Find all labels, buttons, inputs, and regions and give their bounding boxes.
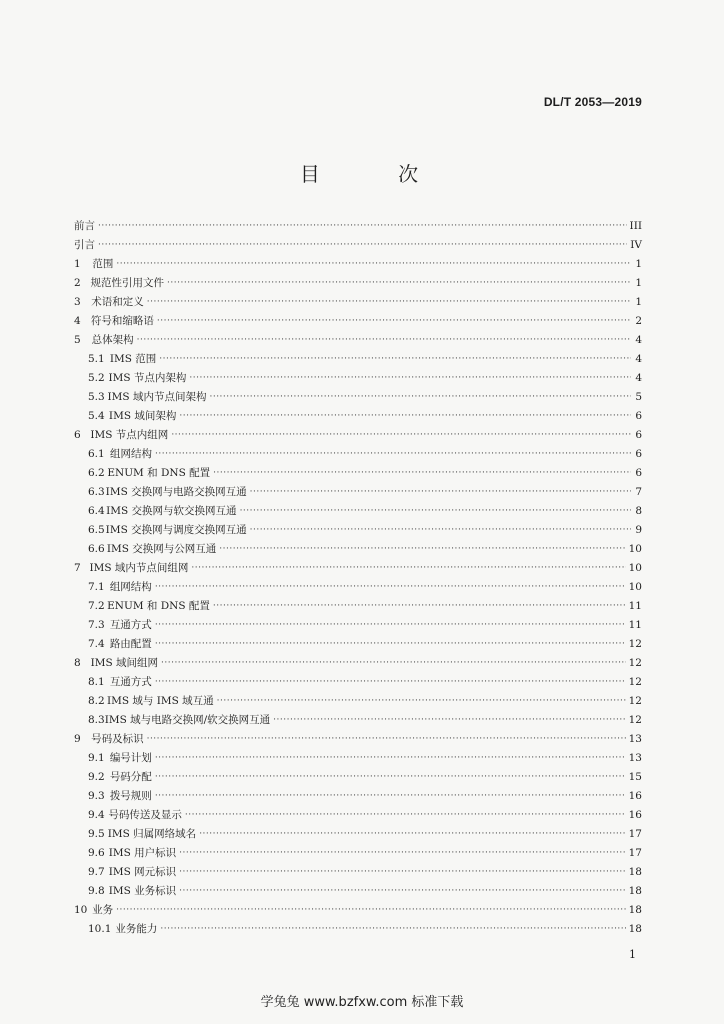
- toc-entry-page: 12: [628, 695, 642, 707]
- toc-entry[interactable]: [74, 616, 642, 635]
- toc-entry-number: 3: [74, 296, 81, 308]
- toc-entry[interactable]: [74, 464, 642, 483]
- toc-entry[interactable]: [74, 901, 642, 920]
- toc-entry-label: 互通方式: [109, 676, 152, 688]
- toc-entry-number: 5.1: [88, 353, 105, 365]
- toc-entry-page: 6: [635, 410, 642, 422]
- toc-entry-label: 范围: [92, 258, 114, 270]
- toc-entry-label: IMS 网元标识: [108, 866, 177, 878]
- toc-entry[interactable]: [74, 217, 642, 236]
- toc-entry-number: 5: [74, 334, 81, 346]
- toc-entry-page: 6: [635, 429, 642, 441]
- toc-entry-page: 1: [635, 258, 642, 270]
- toc-entry[interactable]: [74, 483, 642, 502]
- toc-entry-page: 6: [635, 467, 642, 479]
- toc-entry[interactable]: [74, 597, 642, 616]
- toc-entry-page: 16: [628, 809, 642, 821]
- toc-entry-page: 13: [628, 733, 642, 745]
- toc-leader-dots: [250, 521, 631, 540]
- toc-entry[interactable]: [74, 863, 642, 882]
- toc-entry-page: 2: [635, 315, 642, 327]
- toc-leader-dots: [98, 217, 627, 236]
- toc-entry[interactable]: [74, 920, 642, 939]
- toc-entry-page: 4: [635, 372, 642, 384]
- toc-entry-page: 5: [635, 391, 642, 403]
- toc-entry-label: 符号和缩略语: [90, 315, 154, 327]
- toc-entry-label: 号码及标识: [91, 733, 144, 745]
- toc-entry-label: IMS 域内节点间架构: [107, 391, 207, 403]
- toc-leader-dots: [185, 806, 626, 825]
- toc-entry[interactable]: [74, 236, 642, 255]
- toc-leader-dots: [160, 920, 625, 939]
- toc-entry-label: IMS 节点内架构: [108, 372, 187, 384]
- toc-leader-dots: [213, 597, 626, 616]
- toc-entry[interactable]: [74, 426, 642, 445]
- toc-entry-number: 8.3: [88, 714, 105, 726]
- toc-entry-label: 路由配置: [109, 638, 152, 650]
- toc-leader-dots: [167, 274, 631, 293]
- toc-leader-dots: [155, 787, 626, 806]
- toc-entry-number: 9.7: [88, 866, 105, 878]
- toc-entry-label: 组网结构: [110, 448, 153, 460]
- toc-entry-page: 7: [635, 486, 642, 498]
- toc-entry-number: 1: [74, 258, 81, 270]
- toc-leader-dots: [179, 407, 631, 426]
- toc-entry[interactable]: [74, 274, 642, 293]
- toc-entry-page: 10: [628, 562, 642, 574]
- toc-entry-number: 9.5: [88, 828, 105, 840]
- toc-entry[interactable]: [74, 730, 642, 749]
- toc-leader-dots: [98, 236, 627, 255]
- toc-entry-number: 7.3: [88, 619, 105, 631]
- toc-entry-page: 10: [628, 543, 642, 555]
- toc-entry-label: 编号计划: [109, 752, 152, 764]
- toc-entry-page: IV: [630, 239, 642, 251]
- toc-entry-label: IMS 域间架构: [108, 410, 177, 422]
- toc-entry-label: IMS 交换网与软交换网互通: [106, 505, 237, 517]
- toc-entry[interactable]: [74, 654, 642, 673]
- toc-entry[interactable]: [74, 445, 642, 464]
- toc-entry-page: 18: [628, 923, 642, 935]
- toc-entry[interactable]: [74, 673, 642, 692]
- toc-entry-page: 18: [628, 904, 642, 916]
- toc-entry-label: IMS 用户标识: [108, 847, 177, 859]
- toc-entry-page: 12: [628, 638, 642, 650]
- toc-leader-dots: [179, 844, 626, 863]
- toc-leader-dots: [179, 863, 626, 882]
- toc-entry-page: 6: [635, 448, 642, 460]
- toc-leader-dots: [137, 331, 631, 350]
- toc-leader-dots: [155, 578, 626, 597]
- toc-entry-label: 总体架构: [91, 334, 134, 346]
- toc-entry[interactable]: [74, 844, 642, 863]
- toc-leader-dots: [147, 730, 626, 749]
- toc-entry-number: 7.4: [88, 638, 105, 650]
- toc-entry-page: 17: [628, 828, 642, 840]
- toc-entry-label: 业务能力: [115, 923, 158, 935]
- toc-entry-page: III: [629, 220, 642, 232]
- toc-entry-number: 8: [74, 657, 81, 669]
- toc-leader-dots: [273, 711, 625, 730]
- toc-entry[interactable]: [74, 369, 642, 388]
- toc-entry[interactable]: [74, 768, 642, 787]
- toc-entry[interactable]: [74, 806, 642, 825]
- toc-entry-number: 9: [74, 733, 81, 745]
- toc-entry-page: 11: [628, 600, 642, 612]
- toc-entry[interactable]: [74, 578, 642, 597]
- toc-entry-number: 6.5: [88, 524, 105, 536]
- toc-leader-dots: [171, 426, 631, 445]
- toc-entry[interactable]: [74, 312, 642, 331]
- toc-entry-label: 拨号规则: [109, 790, 152, 802]
- toc-leader-dots: [155, 768, 626, 787]
- toc-entry[interactable]: [74, 255, 642, 274]
- toc-entry-number: 4: [74, 315, 81, 327]
- toc-entry-number: 6: [74, 429, 81, 441]
- toc-entry-page: 9: [635, 524, 642, 536]
- toc-entry-label: IMS 域与 IMS 域互通: [106, 695, 214, 707]
- page-number: 1: [629, 948, 636, 961]
- toc-entry[interactable]: [74, 711, 642, 730]
- toc-entry-label: 引言: [74, 239, 95, 251]
- toc-entry[interactable]: [74, 635, 642, 654]
- toc-entry-number: 9.1: [88, 752, 105, 764]
- toc-entry[interactable]: [74, 521, 642, 540]
- toc-entry-number: 6.2: [88, 467, 105, 479]
- toc-entry-label: 号码分配: [109, 771, 152, 783]
- document-code: DL/T 2053—2019: [543, 95, 642, 109]
- toc-leader-dots: [155, 445, 631, 464]
- toc-entry-label: 规范性引用文件: [90, 277, 165, 289]
- toc-leader-dots: [116, 255, 631, 274]
- toc-title: 目 次: [299, 162, 455, 186]
- toc-leader-dots: [157, 312, 631, 331]
- toc-entry-number: 8.1: [88, 676, 105, 688]
- toc-entry[interactable]: [74, 882, 642, 901]
- toc-entry-number: 7.2: [88, 600, 105, 612]
- toc-entry[interactable]: [74, 331, 642, 350]
- toc-entry-label: ENUM 和 DNS 配置: [107, 467, 211, 479]
- toc-entry-page: 11: [628, 619, 642, 631]
- toc-entry-number: 10.1: [88, 923, 112, 935]
- download-watermark: 学兔兔 www.bzfxw.com 标准下载: [260, 995, 464, 1010]
- toc-entry-number: 9.2: [88, 771, 105, 783]
- toc-entry-page: 17: [628, 847, 642, 859]
- toc-entry-number: 5.2: [88, 372, 105, 384]
- toc-entry-number: 6.6: [88, 543, 105, 555]
- toc-entry-label: IMS 域内节点间组网: [89, 562, 189, 574]
- toc-entry-page: 13: [628, 752, 642, 764]
- toc-entry-number: 6.1: [88, 448, 105, 460]
- toc-leader-dots: [250, 483, 631, 502]
- toc-entry-page: 1: [635, 277, 642, 289]
- toc-entry-page: 1: [635, 296, 642, 308]
- toc-entry-page: 4: [635, 334, 642, 346]
- toc-entry[interactable]: [74, 407, 642, 426]
- toc-entry[interactable]: [74, 825, 642, 844]
- toc-leader-dots: [161, 654, 626, 673]
- toc-entry-label: IMS 交换网与电路交换网互通: [105, 486, 247, 498]
- toc-entry-label: IMS 交换网与调度交换网互通: [105, 524, 247, 536]
- toc-entry-label: 前言: [74, 220, 95, 232]
- toc-entry-page: 4: [635, 353, 642, 365]
- toc-entry-number: 6.3: [88, 486, 105, 498]
- toc-entry-label: 术语和定义: [91, 296, 144, 308]
- toc-leader-dots: [240, 502, 631, 521]
- toc-entry-label: IMS 域间组网: [90, 657, 158, 669]
- toc-leader-dots: [116, 901, 625, 920]
- toc-leader-dots: [213, 464, 631, 483]
- toc-entry-number: 5.4: [88, 410, 105, 422]
- toc-leader-dots: [189, 369, 631, 388]
- toc-leader-dots: [155, 635, 626, 654]
- toc-entry-page: 18: [628, 866, 642, 878]
- toc-entry-label: IMS 节点内组网: [90, 429, 169, 441]
- toc-entry-number: 7.1: [88, 581, 105, 593]
- toc-entry[interactable]: [74, 540, 642, 559]
- toc-entry[interactable]: [74, 749, 642, 768]
- toc-entry-label: IMS 交换网与公网互通: [106, 543, 217, 555]
- toc-entry-label: IMS 域与电路交换网/软交换网互通: [104, 714, 271, 726]
- toc-entry[interactable]: [74, 502, 642, 521]
- toc-entry-label: 业务: [92, 904, 114, 916]
- toc-entry-page: 12: [628, 714, 642, 726]
- toc-entry-page: 18: [628, 885, 642, 897]
- toc-entry-number: 10: [74, 904, 88, 916]
- toc-entry-label: ENUM 和 DNS 配置: [107, 600, 210, 612]
- toc-leader-dots: [179, 882, 626, 901]
- toc-entry-page: 8: [635, 505, 642, 517]
- toc-entry-page: 16: [628, 790, 642, 802]
- toc-leader-dots: [209, 388, 631, 407]
- toc-leader-dots: [191, 559, 625, 578]
- toc-entry-number: 5.3: [88, 391, 105, 403]
- toc-entry[interactable]: [74, 350, 642, 369]
- toc-entry-page: 10: [628, 581, 642, 593]
- toc-entry-number: 7: [74, 562, 81, 574]
- toc-leader-dots: [217, 692, 626, 711]
- table-of-contents: [74, 217, 642, 939]
- toc-entry-number: 2: [74, 277, 81, 289]
- toc-leader-dots: [155, 749, 626, 768]
- toc-entry-number: 9.4: [88, 809, 105, 821]
- toc-entry-label: 组网结构: [109, 581, 152, 593]
- toc-entry[interactable]: [74, 559, 642, 578]
- toc-entry-number: 9.3: [88, 790, 105, 802]
- toc-leader-dots: [155, 673, 626, 692]
- toc-entry-number: 8.2: [88, 695, 105, 707]
- toc-leader-dots: [219, 540, 625, 559]
- toc-leader-dots: [147, 293, 631, 312]
- toc-entry-number: 9.6: [88, 847, 105, 859]
- toc-leader-dots: [159, 350, 631, 369]
- toc-entry-label: 号码传送及显示: [108, 809, 182, 821]
- toc-entry[interactable]: [74, 293, 642, 312]
- toc-entry-number: 9.8: [88, 885, 105, 897]
- toc-leader-dots: [155, 616, 626, 635]
- toc-leader-dots: [199, 825, 625, 844]
- toc-entry-number: 6.4: [88, 505, 105, 517]
- toc-entry-page: 12: [628, 657, 642, 669]
- toc-entry-label: IMS 归属网络域名: [107, 828, 197, 840]
- toc-entry-page: 15: [628, 771, 642, 783]
- toc-entry[interactable]: [74, 692, 642, 711]
- toc-entry[interactable]: [74, 388, 642, 407]
- toc-entry-label: IMS 业务标识: [108, 885, 177, 897]
- toc-entry-label: 互通方式: [109, 619, 152, 631]
- toc-entry[interactable]: [74, 787, 642, 806]
- toc-entry-page: 12: [628, 676, 642, 688]
- toc-entry-label: IMS 范围: [109, 353, 157, 365]
